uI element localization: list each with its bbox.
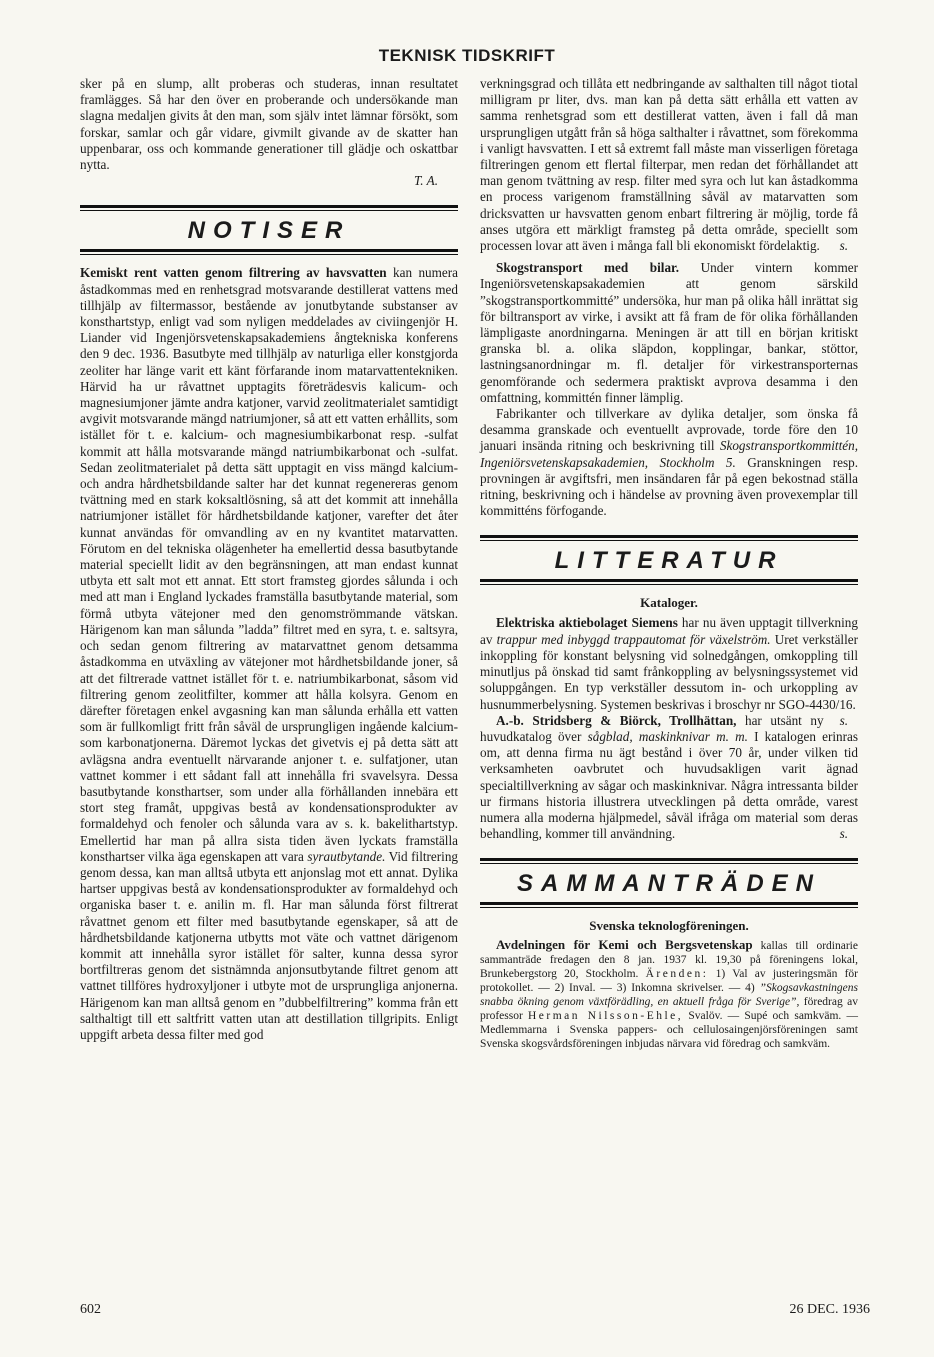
article-water-end xyxy=(480,76,858,254)
meeting-b: 1) Val av justeringsmän för protokollet. — 2) Inval. — 3) Inkomna skrivelser. — 4) xyxy=(480,968,858,995)
signature: s. xyxy=(839,238,848,254)
rule xyxy=(80,205,458,208)
left-column xyxy=(80,76,458,1043)
rule xyxy=(80,249,458,252)
article-siemens-italic: trappur med inbyggd trappautomat för växelström. xyxy=(496,631,771,647)
rule xyxy=(480,584,858,585)
meeting-speaker: Herman Nilsson-Ehle, xyxy=(528,1010,684,1023)
article-water-italic-term: syrautbytande. xyxy=(307,848,386,864)
article-water-continuation: Vid filtrering genom dessa, kan man alltså utbyta ett anjonslag mot ett annat. Dylika hartser uppgivas bestå av kondensationsprodukter av formaldehyd och organiska baser t. e. anilin m. fl. Har man sålunda först filtrerat råvattnet genom ett filter med basutbytande egenskaper, så att de hårdhetsbildande katjonerna utbytts mot väte och vattnet därigenom kommit att innehålla syror istället för salter, kunna dessa syror bortfiltreras genom det sistnämnda anjonsutbytande filtret genom att vattnet tillföres hydroxyljoner i utbyte mot de ursprungliga anjonerna. Härigenom kan man alltså genom en ”dubbelfiltrering” komma från ett salthaltigt till ett saltfritt vatten utan att destillation tillgripits. Enligt uppgift arbeta dessa filter med god xyxy=(80,848,459,1042)
article-stridsberg xyxy=(480,713,858,843)
article-skog-p1: Under vintern kommer Ingeniörsvetenskapsakademien att genom särskild ”skogstransportkommitté” undersöka, hur man på olika håll inrättat sig för biltransport av virke, i avsikt att få fram de för olika förhållanden lämpligaste anordningarna. Meningen är att till en början kritiskt granska bl. a. olika släpdon, kopplingar, bankar, stöttor, lastningsanordningar m. fl. detaljer för virkestransporternas genomförande och sedermera praktiskt avprova desamma i den omfattning, kommittén finner lämplig. xyxy=(480,260,858,405)
article-siemens-headline: Elektriska aktiebolaget Siemens xyxy=(496,615,678,631)
signature: s. xyxy=(839,826,848,842)
meeting-c: föredrag av professor xyxy=(480,996,858,1023)
page-number: 602 xyxy=(80,1302,101,1317)
litteratur-title: LITTERATUR xyxy=(554,547,784,575)
meeting-notice xyxy=(480,938,858,1051)
issue-date: 26 DEC. 1936 xyxy=(789,1302,870,1317)
article-skog-headline: Skogstransport med bilar. xyxy=(496,260,679,276)
litteratur-header xyxy=(480,535,858,585)
article-skog-p2-a: Fabrikanter och tillverkare av dylika detaljer, som önska få desamma granskade och eventuellt avprovade, torde före den 10 januari insända ritning och beskrivning till xyxy=(480,406,858,454)
teknologforeningen-subhead: Svenska teknologföreningen. xyxy=(589,918,749,934)
kataloger-subhead: Kataloger. xyxy=(640,595,698,611)
meeting-lecture-title: ”Skogsavkastningens snabba ökning genom växtförädling, en aktuell fråga för Sverige”, xyxy=(480,982,858,1009)
article-water xyxy=(80,265,458,1043)
sammantraden-header xyxy=(480,858,858,908)
right-column xyxy=(480,76,858,1051)
article-siemens-a: har nu även upptagit tillverkning av xyxy=(480,615,858,647)
article-stridsberg-a: har utsänt ny huvudkatalog över xyxy=(480,712,824,744)
article-skog-p2-b: Granskningen resp. provningen är avgiftsfri, men insändaren får på egen bekostnad ställa ritning, beskrivning och i händelse av provning även provexemplar till kommitténs förfogande. xyxy=(480,454,858,519)
notiser-title: NOTISER xyxy=(187,217,351,245)
rule xyxy=(480,858,858,861)
rule xyxy=(480,907,858,908)
article-skog-address: Skogstransportkommittén, Ingeniörsvetenskapsakademien, Stockholm 5. xyxy=(480,438,858,470)
rule xyxy=(80,254,458,255)
article-water-lead: kan numera åstadkommas med en renhetsgrad motsvarande destillerat vattens med tillhjälp av filtermassor, bestående av jonutbytande substanser av konsthartstyp, enligt vad som nyligen meddelades av civiingenjör H. Liander vid Ingenjörsvetenskapsakademiens ångtekniska konferens den 9 dec. 1936. Basutbyte med tillhjälp av naturliga eller konstgjorda zeoliter har länge varit ett känt förfarande inom matarvattentekniken. Härvid ha ur råvattnet upptagits företrädesvis kalicum- och magnesiumjoner jämte andra katjoner, varvid zeolitmaterialet samtidigt avgivit motsvarande mängd natriumjoner, så att ett vatten erhållits, som istället för t. e. kalcium- och magnesiumbikarbonat resp. -sulfat kommit att hålla motsvarande mängd natriumbikarbonat och -sulfat. Sedan zeolitmaterialet på detta sätt upptagit en viss mängd kalcium- och andra hårdhetsbildande salter har det kunnat regenereras genom tvättning med en stark koksaltlösning, så att det kommit att innehålla natriumjoner istället för hårdhetsbildande katjoner, varefter det åter kunnat användas för omvandling av en ny kvantitet matarvatten. Förutom en del tekniska olägenheter ha emellertid dessa basutbytande material speciellt lidit av den begränsningen, att man endast kunnat utbyta ett salt mot ett annat. Ett stort framsteg gjordes sålunda i och med att man i England lyckades framställa basutbytande material, som förmå utbyta vätejoner med den genomströmmande vätskan. Härigenom kan man sålunda ”ladda” filtret med en syra, t. e. saltsyra, och sedan genom filtrering av matarvattnet genom detsamma åstadkomma en utväxling av vätejoner mot hårdhetsbildande joner, så att det filtrerade vattnet istället för t. e. natriumbikarbonat, såsom vid filtrering genom zeolitfilter, kommer att hålla kolsyra. Genom en därefter företagen enkel avgasning kan man sålunda erhålla ett vatten som är fullkomligt fritt från såväl de ursprungligen ingående kalcium- som karbonatjonerna. Däremot lyckas det givetvis ej på detta sätt att avlägsna andra eventuellt närvarande anjoner t. e. sulfatjoner, utan vattnet kommer i ett sådant fall att innehålla fri svavelsyra. Dessa basutbytande konsthartser, som under alla förhållanden innebära ett stort steg framåt, uppgivas bestå av kondensationsprodukter av formaldehyd och fenoler och sålunda vara av s. k. bakelithartstyp. Emellertid har man på allra sista tiden även lyckats framställa konsthartser vilka äga egenskapen att vara xyxy=(80,265,458,864)
meeting-d: Svalöv. — Supé och samkväm. — Medlemmarna i Svenska pappers- och cellulosaingenjörsföreningen samt Svenska skogsvårdsföreningen inbjudas närvara vid föredrag och samkväm. xyxy=(480,1010,858,1051)
rule xyxy=(480,902,858,905)
intro-signature: T. A. xyxy=(413,173,438,189)
notiser-header xyxy=(80,205,458,255)
article-water-end-text: verkningsgrad och tillåta ett nedbringande av salthalten till något tiotal milligram pr liter, dvs. man kan på detta sätt erhålla ett vatten av samma renhetsgrad som ett destillerat vatten, även i fall då man ursprungligen utgått från så höga salthalter i råvattnet, som förekomma i vanligt havsvatten. I ett så extremt fall måste man visserligen företaga filtreringen genom ett flertal filterpar, men redan det förhållandet att man genom tvättning av resp. filter med syra och lut kan åstadkomma en process varigenom framställning såväl av matarvatten som dricksvatten ur havsvatten genom enbart filtrering är möjlig, torde få anses utgöra ett märkligt framsteg på detta område, speciellt som processen lovar att även i många fall bli ekonomiskt fördelaktig. xyxy=(480,76,858,254)
rule xyxy=(480,579,858,582)
sammantraden-title: SAMMANTRÄDEN xyxy=(517,870,821,898)
journal-title: TEKNISK TIDSKRIFT xyxy=(378,46,556,65)
meeting-a: kallas till ordinarie sammanträde fredagen den 8 jan. 1937 kl. 19,30 på föreningens lokal, Brunkebergstorg 20, Stockholm. xyxy=(480,940,858,981)
article-water-headline: Kemiskt rent vatten genom filtrering av havsvatten xyxy=(80,265,387,281)
rule xyxy=(480,535,858,538)
signature: s. xyxy=(839,712,848,728)
article-stridsberg-b: I katalogen erinras om, att denna firma nu ägt bestånd i över 70 år, under vilken tid verksamheten oavbrutet och huvudsakligen varit ägnad specialtillverkning av sågar och maskinknivar. Några intressanta bilder ur firmans historia illustrera utvecklingen på detta område, varest numera alla moderna hjälpmedel, såväl ifråga om material som deras behandling, kommer till användning. xyxy=(480,728,858,842)
article-stridsberg-headline: A.-b. Stridsberg & Biörck, Trollhättan, xyxy=(496,712,737,728)
article-stridsberg-italic: sågblad, maskinknivar m. m. xyxy=(587,728,748,744)
article-skog-p2 xyxy=(480,406,858,519)
article-siemens-b: Uret verkställer inkoppling för konstant belysning vid solnedgången, omkoppling till minutljus på önskad tid samt frånkoppling av belysningssystemet vid soluppgången. En typ verkställer dessutom in- och urkoppling av husnummerbelysning. Systemen beskrivas i broschyr nr SGO-4430/16. xyxy=(480,631,858,712)
meeting-headline: Avdelningen för Kemi och Bergsvetenskap xyxy=(496,937,753,953)
meeting-arenden: Ärenden: xyxy=(645,968,709,981)
article-skog xyxy=(480,260,858,406)
intro-paragraph: sker på en slump, allt proberas och studeras, innan resultatet framlägges. Så har den över en proberande och undersökande man slagna medaljen givits åt den man, som själv intet lämnar försökt, som forskar, samlar och går vidare, givmilt givande av de skatter han uppenbarar, oss och kommande generationer till glädje och oskattbar nytta. xyxy=(80,76,458,173)
